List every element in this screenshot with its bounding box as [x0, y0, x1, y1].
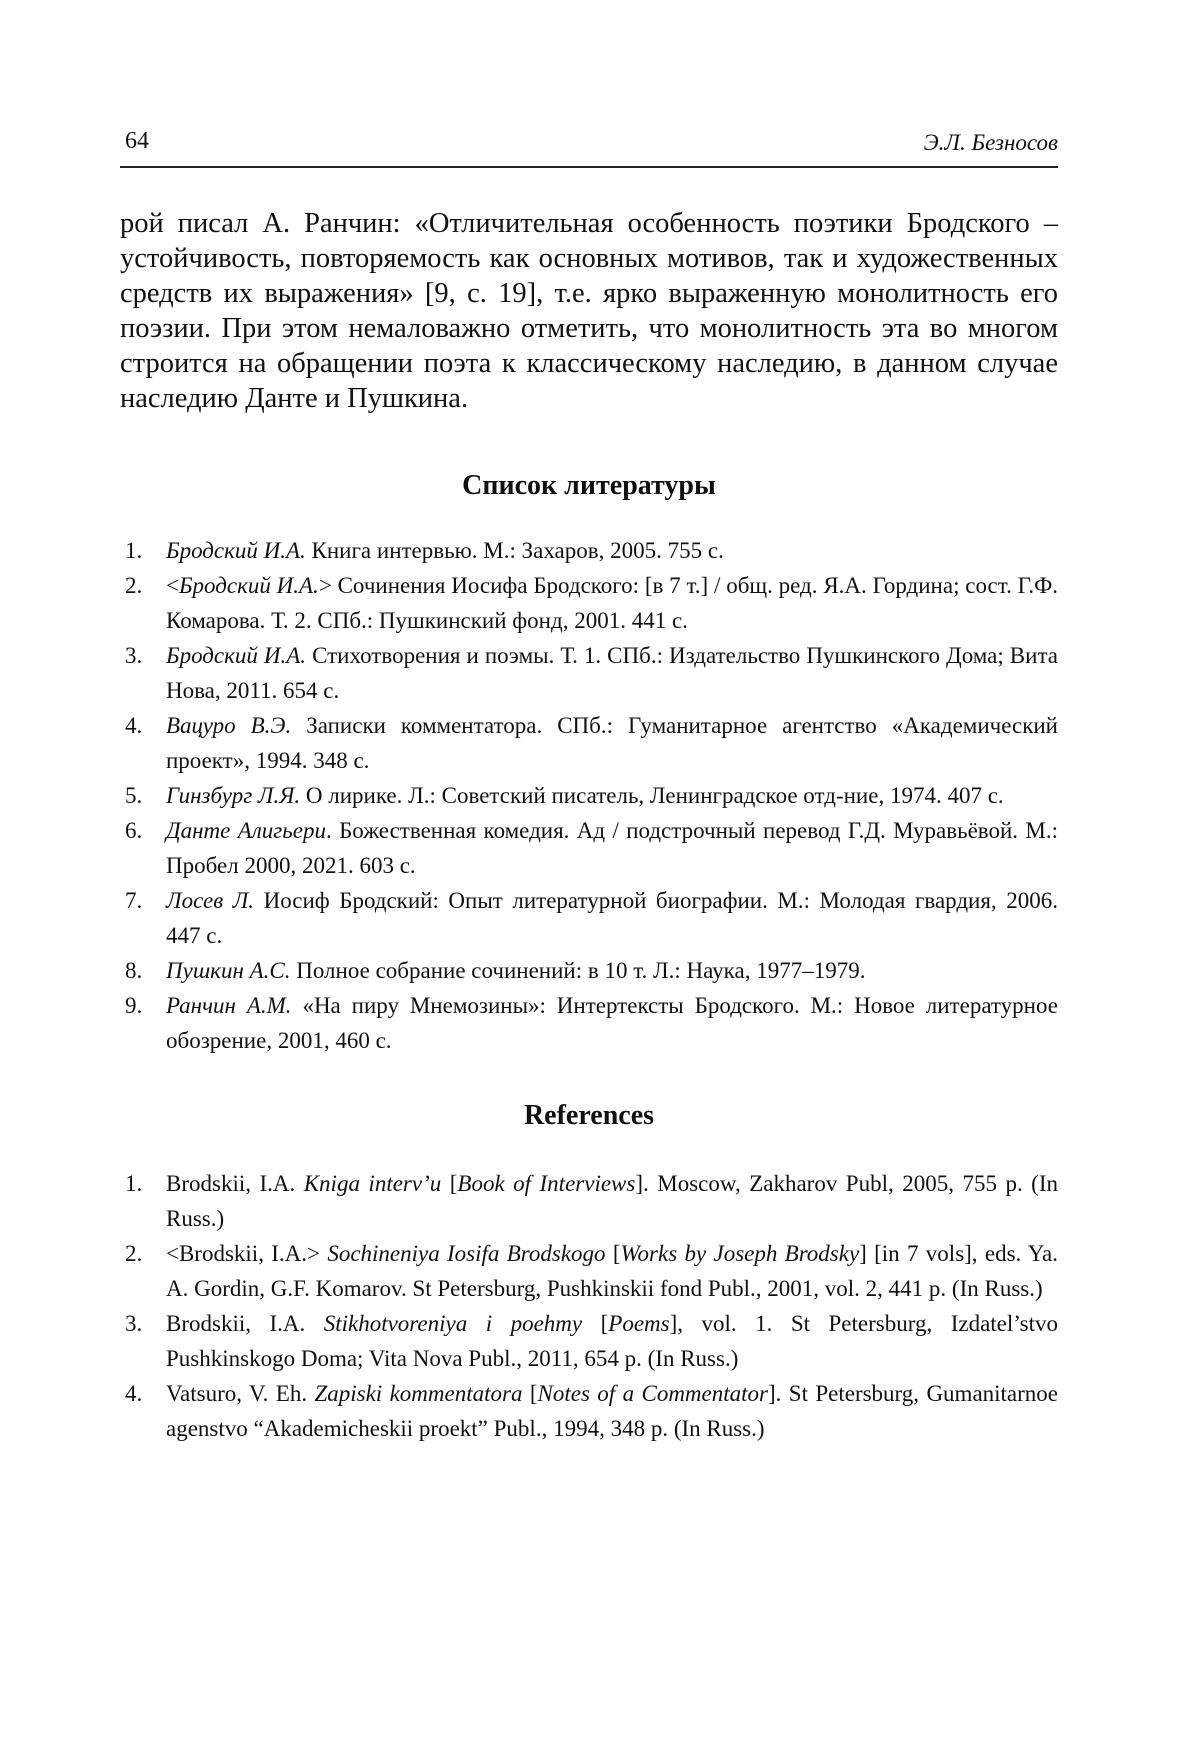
bibliography-item: 6. Данте Алигьери. Божественная комедия. Ад / подстрочный перевод Г.Д. Муравьёвой. М.: Пробел 2000, 2021. 603 с.: [125, 818, 1058, 878]
bibliography-item: 1. Бродский И.А. Книга интервью. М.: Захаров, 2005. 755 с.: [125, 538, 724, 563]
references-list: [120, 1166, 1058, 1446]
page-number: 64: [125, 128, 149, 154]
references-title: References: [523, 1100, 655, 1131]
bibliography-item: 5. Гинзбург Л.Я. О лирике. Л.: Советский писатель, Ленинградское отд-ние, 1974. 407 с.: [125, 783, 1004, 808]
reference-item: 1. Brodskii, I.A. Kniga interv’u [Book of Interviews]. Moscow, Zakharov Publ, 2005, 755 p. (In Russ.): [125, 1171, 1058, 1231]
reference-item: 2. <Brodskii, I.A.> Sochineniya Iosifa Brodskogo [Works by Joseph Brodsky] [in 7 vols], eds. Ya. A. Gordin, G.F. Komarov. St Petersburg, Pushkinskii fond Publ., 2001, vol. 2, 441 p. (In Russ.): [125, 1241, 1058, 1301]
running-author: Э.Л. Безносов: [923, 130, 1058, 155]
body-paragraph: рой писал А. Ранчин: «Отличительная особенность поэтики Бродского – устойчивость, повторяемость как основных мотивов, так и художественных средств их выражения» [9, с. 19], т.е. ярко выраженную монолитность его поэзии. При этом немаловажно отметить, что монолитность эта во многом строится на обращении поэта к классическому наследию, в данном случае наследию Данте и Пушкина.: [120, 208, 1058, 414]
bibliography-list: [120, 533, 1058, 1058]
bibliography-item: 3. Бродский И.А. Стихотворения и поэмы. Т. 1. СПб.: Издательство Пушкинского Дома; Вита Нова, 2011. 654 с.: [125, 643, 1058, 703]
bibliography-item: 9. Ранчин А.М. «На пиру Мнемозины»: Интертексты Бродского. М.: Новое литературное обозрение, 2001, 460 с.: [125, 993, 1058, 1053]
running-header: [120, 126, 1058, 168]
reference-item: 3. Brodskii, I.A. Stikhotvoreniya i poehmy [Poems], vol. 1. St Petersburg, Izdatel’stvo Pushkinskogo Doma; Vita Nova Publ., 2011, 654 p. (In Russ.): [125, 1311, 1058, 1371]
bibliography-title: Список литературы: [462, 470, 716, 501]
bibliography-item: 2. <Бродский И.А.> Сочинения Иосифа Бродского: [в 7 т.] / общ. ред. Я.А. Гордина; сост. Г.Ф. Комарова. Т. 2. СПб.: Пушкинский фонд, 2001. 441 с.: [125, 573, 1058, 633]
bibliography-item: 4. Вацуро В.Э. Записки комментатора. СПб.: Гуманитарное агентство «Академический проект», 1994. 348 с.: [125, 713, 1058, 773]
bibliography-item: 7. Лосев Л. Иосиф Бродский: Опыт литературной биографии. М.: Молодая гвардия, 2006. 447 с.: [125, 888, 1058, 948]
bibliography-item: 8. Пушкин А.С. Полное собрание сочинений: в 10 т. Л.: Наука, 1977–1979.: [125, 958, 866, 983]
reference-item: 4. Vatsuro, V. Eh. Zapiski kommentatora [Notes of a Commentator]. St Petersburg, Gumanitarnoe agenstvo “Akademicheskii proekt” Publ., 1994, 348 p. (In Russ.): [125, 1381, 1059, 1441]
